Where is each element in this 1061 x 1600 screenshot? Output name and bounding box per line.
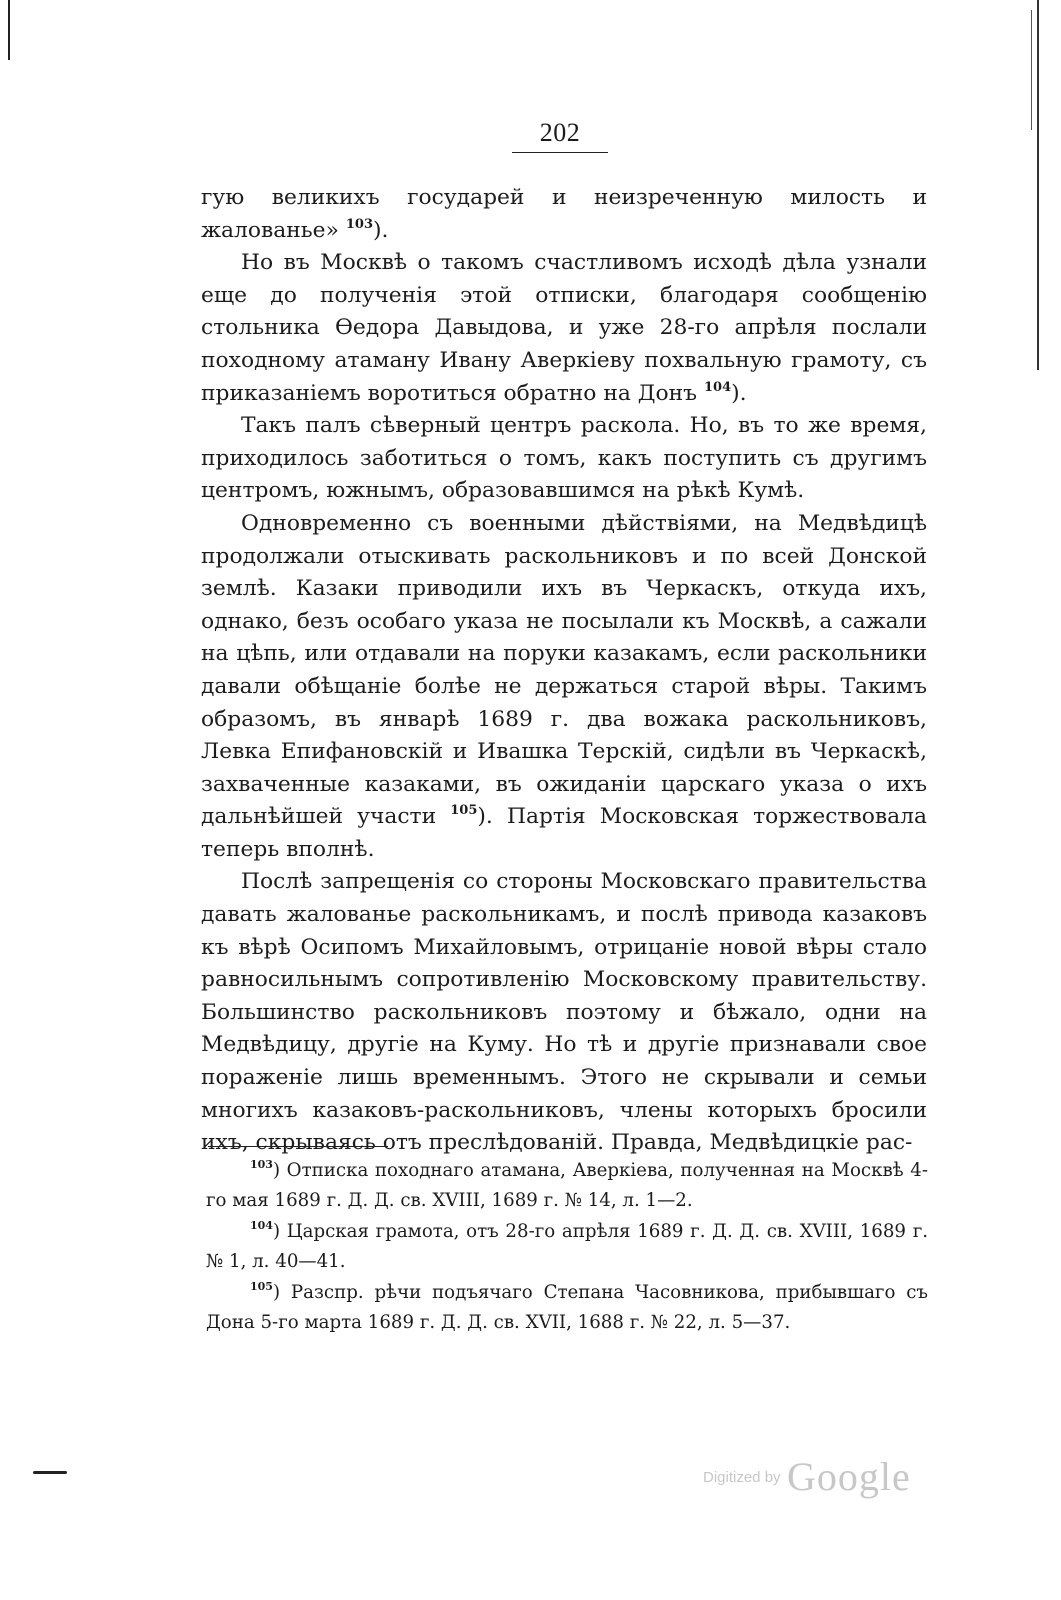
footnotes [206,1156,928,1340]
scan-edge-line [1037,0,1039,370]
paragraph-text: Но въ Москвѣ о такомъ счастливомъ исходѣ дѣла узнали еще до полученія этой отписки, благодаря сообщенію стольника Ѳедора Давыдова, и уже 28-го апрѣля послали походному атаману Ивану Аверкіеву похвальную грамоту, съ приказаніемъ воротиться обратно на Донъ [201,250,927,406]
paragraph-text: гую великихъ государей и неизреченную милость и жалованье» [201,185,927,243]
page-header [512,116,608,153]
footnote-divider [208,1146,388,1147]
paragraph-text: ). [373,217,389,243]
watermark-prefix: Digitized by [703,1469,781,1486]
footnote [206,1278,928,1337]
footnote-number: 103 [250,1158,273,1171]
paragraph [201,866,927,1159]
paragraph-text: Такъ палъ сѣверный центръ раскола. Но, въ то же время, приходилось заботиться о томъ, какъ поступить съ другимъ центромъ, южнымъ, образовавшимся на рѣкѣ Кумѣ. [201,413,927,504]
main-text [201,182,927,1160]
digitized-watermark [703,1453,911,1500]
footnote-number: 104 [250,1219,273,1233]
paragraph-text: Одновременно съ военными дѣйствіями, на Медвѣдицѣ продолжали отыскивать раскольниковъ и по всей Донской землѣ. Казаки приводили ихъ въ Черкаскъ, откуда ихъ, однако, безъ особаго указа не посылали къ Москвѣ, а сажали на цѣпь, или отдавали на поруки казакамъ, если раскольники давали обѣщаніе болѣе не держаться старой вѣры. Такимъ образомъ, въ январѣ 1689 г. два вожака раскольниковъ, Левка Епифановскій и Ивашка Терскій, сидѣли въ Черкаскѣ, захваченные казаками, въ ожиданіи царскаго указа о ихъ дальнѣйшей участи [201,510,927,830]
paragraph-text: ). [731,380,747,406]
paragraph [201,182,927,247]
footnote [206,1156,928,1215]
footnote-reference: 104 [704,379,732,395]
scan-edge-line [1031,10,1032,130]
footnote-reference: 103 [345,216,373,232]
footnote-text: ) Отписка походнаго атамана, Аверкіева, полученная на Москвѣ 4-го мая 1689 г. Д. Д. св. XVIII, 1689 г. № 14, л. 1—2. [206,1160,928,1211]
page-number: 202 [539,118,581,147]
paragraph [201,247,927,410]
google-logo: Google [787,1454,911,1499]
header-rule [512,152,608,153]
footnote-text: ) Царская грамота, отъ 28-го апрѣля 1689 г. Д. Д. св. XVIII, 1689 г. № 1, л. 40—41. [206,1221,928,1272]
scan-edge-line [8,0,10,60]
paragraph [201,410,927,508]
footnote-text: ) Разспр. рѣчи подъячаго Степана Часовникова, прибывшаго съ Дона 5-го марта 1689 г. Д. Д. св. XVII, 1688 г. № 22, л. 5—37. [206,1282,928,1333]
footnote-number: 105 [250,1280,273,1294]
footnote-reference: 105 [450,803,478,819]
paragraph-text: ). Партія Московская торжествовала теперь вполнѣ. [201,804,927,862]
paragraph-text: Послѣ запрещенія со стороны Московскаго правительства давать жалованье раскольникамъ, и послѣ привода казаковъ къ вѣрѣ Осипомъ Михайловымъ, отрицаніе новой вѣры стало равносильнымъ сопротивленію Московскому правительству. Большинство раскольниковъ поэтому и бѣжало, одни на Медвѣдицу, другіе на Куму. Но тѣ и другіе признавали свое пораженіе лишь временнымъ. Этого не скрывали и семьи многихъ казаковъ-раскольниковъ, члены которыхъ бросили ихъ, скрываясь отъ преслѣдованій. Правда, Медвѣдицкіе рас- [201,869,927,1156]
paragraph [201,508,927,867]
footnote [206,1217,928,1276]
scan-stray-mark [33,1471,67,1474]
